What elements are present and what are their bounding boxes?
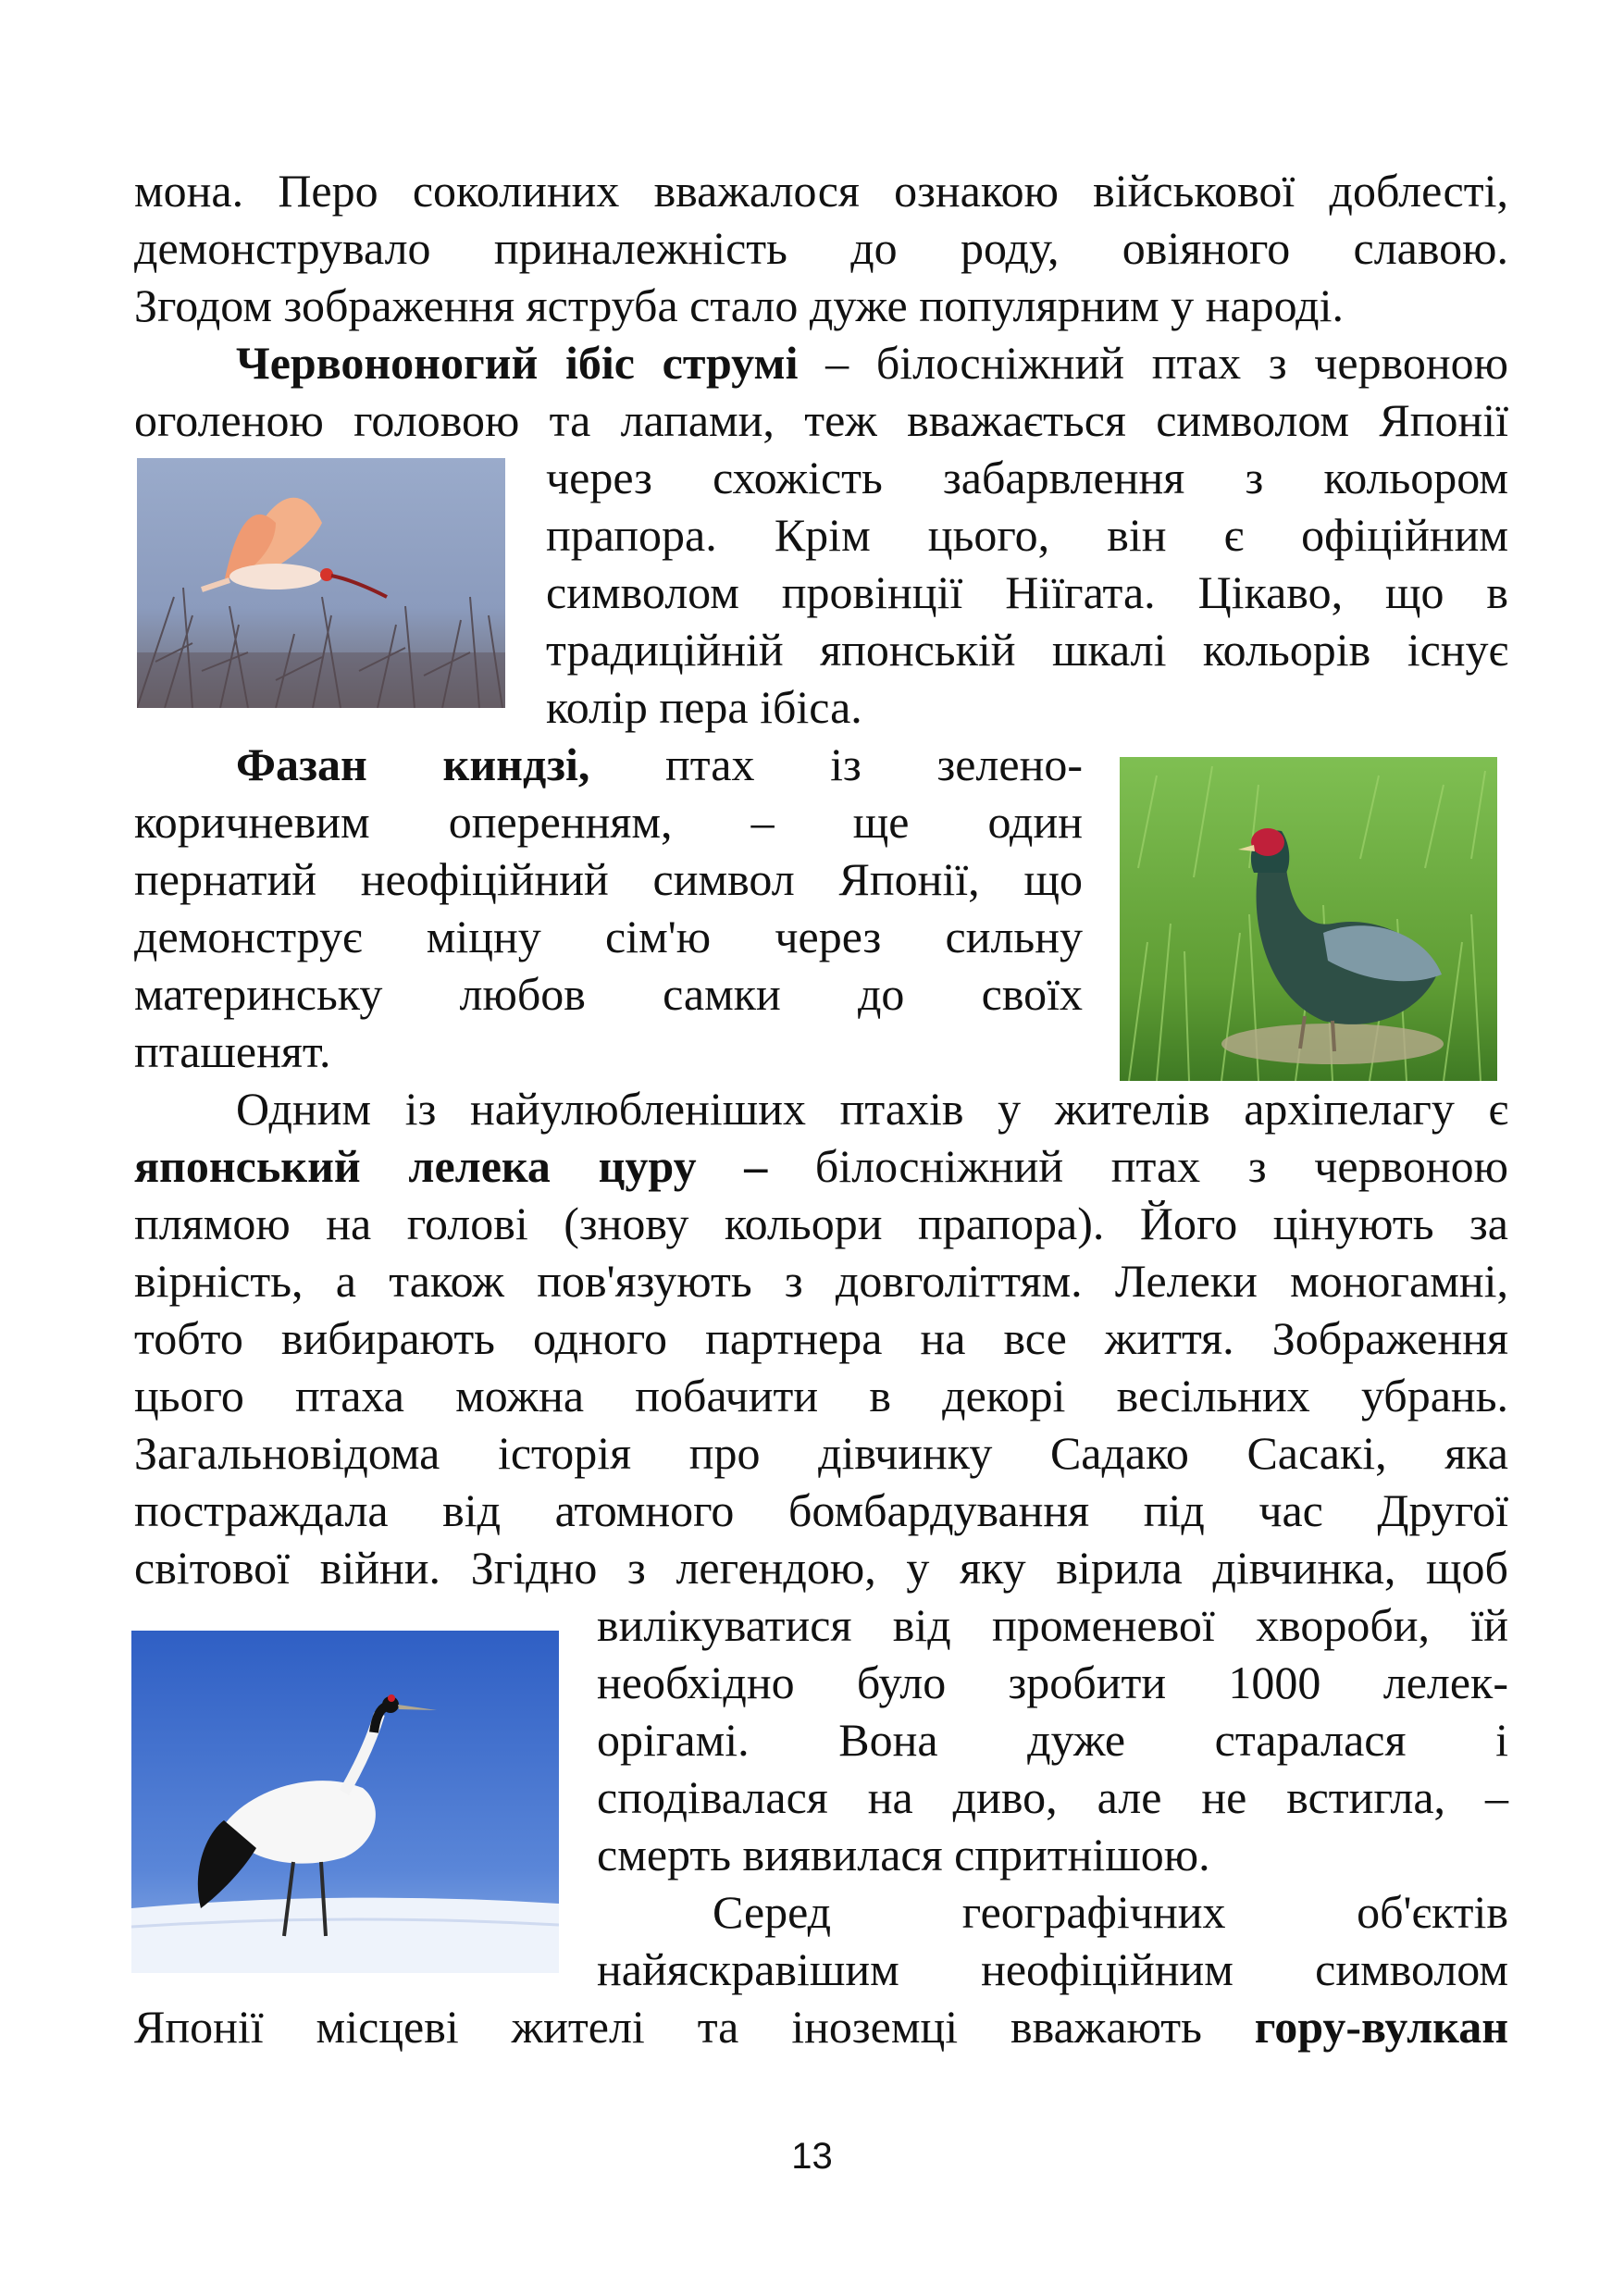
pheasant-photo (1120, 757, 1497, 1081)
text-line: Серед географічних об'єктів (713, 1886, 1508, 1938)
text-line: плямою на голові (знову кольори прапора). Його цінують за (134, 1198, 1508, 1249)
page-number: 13 (791, 2136, 833, 2177)
text-line: Червононогий ібіс струмі – білосніжний птах з червоною (236, 337, 1508, 389)
ibis-photo (137, 458, 505, 708)
text-line: мона. Перо соколиних вважалося ознакою військової доблесті, (134, 165, 1508, 217)
term-mountain: гору-вулкан (1254, 2001, 1508, 2053)
text-line: демонструвало приналежність до роду, овіяного славою. (134, 222, 1508, 274)
text-line: Загальновідома історія про дівчинку Садако Сасакі, яка (134, 1427, 1508, 1479)
text-line: Згодом зображення яструба стало дуже популярним у народі. (134, 279, 1345, 331)
text-line: материнську любов самки до своїх (134, 968, 1083, 1020)
text-line: тобто вибирають одного партнера на все життя. Зображення (134, 1312, 1508, 1364)
text-line: необхідно було зробити 1000 лелек- (597, 1657, 1508, 1708)
text-line: світової війни. Згідно з легендою, у яку вірила дівчинка, щоб (134, 1542, 1508, 1594)
text-line: оголеною головою та лапами, теж вважається символом Японії (134, 394, 1508, 446)
term-pheasant: Фазан киндзі, (236, 738, 590, 790)
term-crane: японський лелека цуру – (134, 1140, 768, 1192)
text-line: пташенят. (134, 1025, 331, 1077)
text-line: традиційній японській шкалі кольорів існує (546, 624, 1508, 676)
text-line: постраждала від атомного бомбардування під час Другої (134, 1484, 1508, 1536)
text-line: Японії місцеві жителі та іноземці вважають гору-вулкан (134, 2001, 1508, 2053)
text-line: смерть виявилася спритнішою. (597, 1829, 1210, 1880)
text-line: орігамі. Вона дуже старалася і (597, 1714, 1508, 1766)
crane-photo (131, 1631, 559, 1973)
text-line: японський лелека цуру – білосніжний птах з червоною (134, 1140, 1508, 1192)
text-line: символом провінції Ніїгата. Цікаво, що в (546, 566, 1508, 618)
text-line: вірність, а також пов'язують з довголіттям. Лелеки моногамні, (134, 1255, 1508, 1307)
text-line: коричневим оперенням, – ще один (134, 796, 1083, 848)
text-line: пернатий неофіційний символ Японії, що (134, 853, 1083, 905)
text-line: Одним із найулюбленіших птахів у жителів архіпелагу є (236, 1083, 1508, 1135)
text-line: через схожість забарвлення з кольором (546, 452, 1508, 503)
text-line: демонструє міцну сім'ю через сильну (134, 911, 1083, 962)
text-line: прапора. Крім цього, він є офіційним (546, 509, 1508, 561)
text-line: вилікуватися від променевої хвороби, їй (597, 1599, 1508, 1651)
text-line: найяскравішим неофіційним символом (597, 1943, 1508, 1995)
text-line: сподівалася на диво, але не встигла, – (597, 1771, 1508, 1823)
term-ibis: Червононогий ібіс струмі (236, 337, 799, 389)
text-line: цього птаха можна побачити в декорі весільних убрань. (134, 1370, 1508, 1421)
text-line: колір пера ібіса. (546, 681, 862, 733)
text-line: Фазан киндзі, птах із зелено- (236, 738, 1083, 790)
